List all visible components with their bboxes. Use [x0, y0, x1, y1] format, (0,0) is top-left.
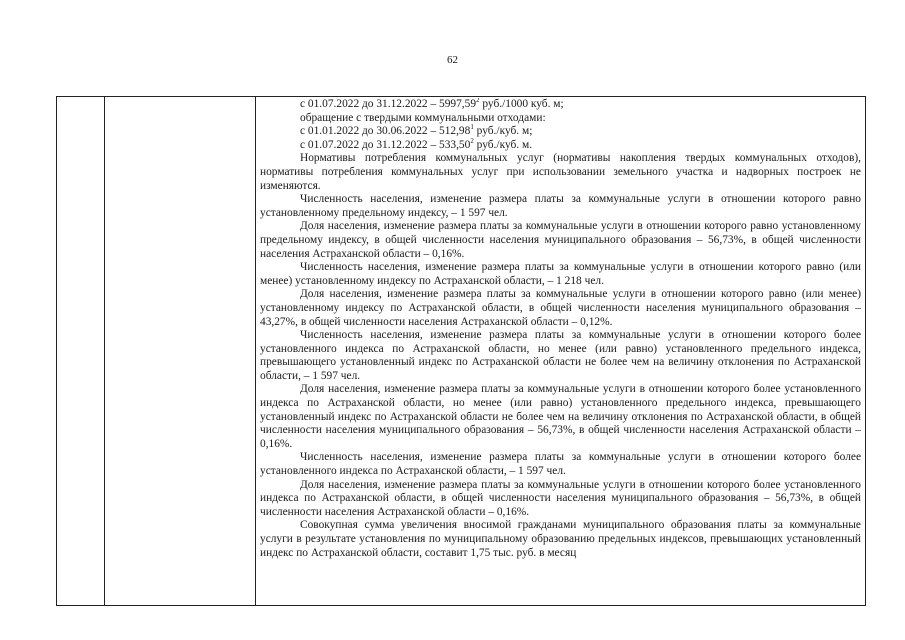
paragraph-population-below-index: Численность населения, изменение размера платы за коммунальные услуги в отношении которого равно (или менее) установленному индексу по Астраханской области, – 1 218 чел. [260, 261, 861, 287]
tariff-line-4: с 01.07.2022 до 31.12.2022 – 533,50$^2$ руб./куб. м. [300, 136, 533, 151]
paragraph-population-more-index: Численность населения, изменение размера платы за коммунальные услуги в отношении которого более установленного индекса по Астраханской области, – 1 597 чел. [260, 451, 861, 478]
paragraph-share-equal-limit: Доля населения, изменение размера платы за коммунальные услуги в отношении которого равно установленному предельному индексу, в общей численности населения муниципального образования – 56,73%, в общей численности населения Астраханской области – 0,16%. [260, 220, 861, 260]
paragraph-norms: Нормативы потребления коммунальных услуг (нормативы накопления твердых коммунальных отходов), нормативы потребления коммунальных услуг при использовании земельного участка и надворных построек не изменяются. [260, 152, 861, 192]
text-cell [260, 98, 861, 605]
tariff-line-1: с 01.07.2022 до 31.12.2022 – 5997,59$^2$ руб./1000 куб. м; [300, 98, 564, 110]
document-table [56, 96, 866, 606]
tariff-line-3: с 01.01.2022 до 30.06.2022 – 512,98$^1$ руб./куб. м; [300, 123, 533, 138]
paragraph-share-above-index: Доля населения, изменение размера платы за коммунальные услуги в отношении которого более установленного индекса по Астраханской области, но менее (или равно) установленного предельного индекса, превышающего установленный индекс по Астраханской области не более чем на величину отклонения по Астраханской области, в общей численности населения муниципального образования – 56,73%, в общей численности населения Астраханской области – 0,16%. [260, 383, 861, 450]
paragraph-total-increase: Совокупная сумма увеличения вносимой гражданами муниципального образования платы за коммунальные услуги в результате установления по муниципальному образованию предельных индексов, превышающих установленный индекс по Астраханской области, составит 1,75 тыс. руб. в месяц [260, 519, 861, 559]
paragraph-share-below-index: Доля населения, изменение размера платы за коммунальные услуги в отношении которого равно (или менее) установленному индексу по Астраханской области, в общей численности населения муниципального образования – 43,27%, в общей численности населения Астраханской области – 0,12%. [260, 288, 861, 328]
column-divider-2 [255, 97, 256, 605]
page-number: 62 [447, 54, 458, 66]
tariff-line-2: обращение с твердыми коммунальными отходами: [300, 111, 546, 124]
paragraph-share-more-index: Доля населения, изменение размера платы за коммунальные услуги в отношении которого более установленного индекса по Астраханской области, в общей численности населения муниципального образования – 56,73%, в общей численности населения Астраханской области – 0,16%. [260, 478, 861, 518]
column-divider-1 [104, 97, 105, 605]
paragraph-population-above-index: Численность населения, изменение размера платы за коммунальные услуги в отношении которого более установленного индекса по Астраханской области, но менее (или равно) установленного предельного индекса, превышающего установленный индекс по Астраханской области не более чем на величину отклонения по Астраханской области, – 1 597 чел. [260, 329, 861, 382]
paragraph-population-equal-limit: Численность населения, изменение размера платы за коммунальные услуги в отношении которого равно установленному предельному индексу, – 1 597 чел. [260, 193, 861, 219]
